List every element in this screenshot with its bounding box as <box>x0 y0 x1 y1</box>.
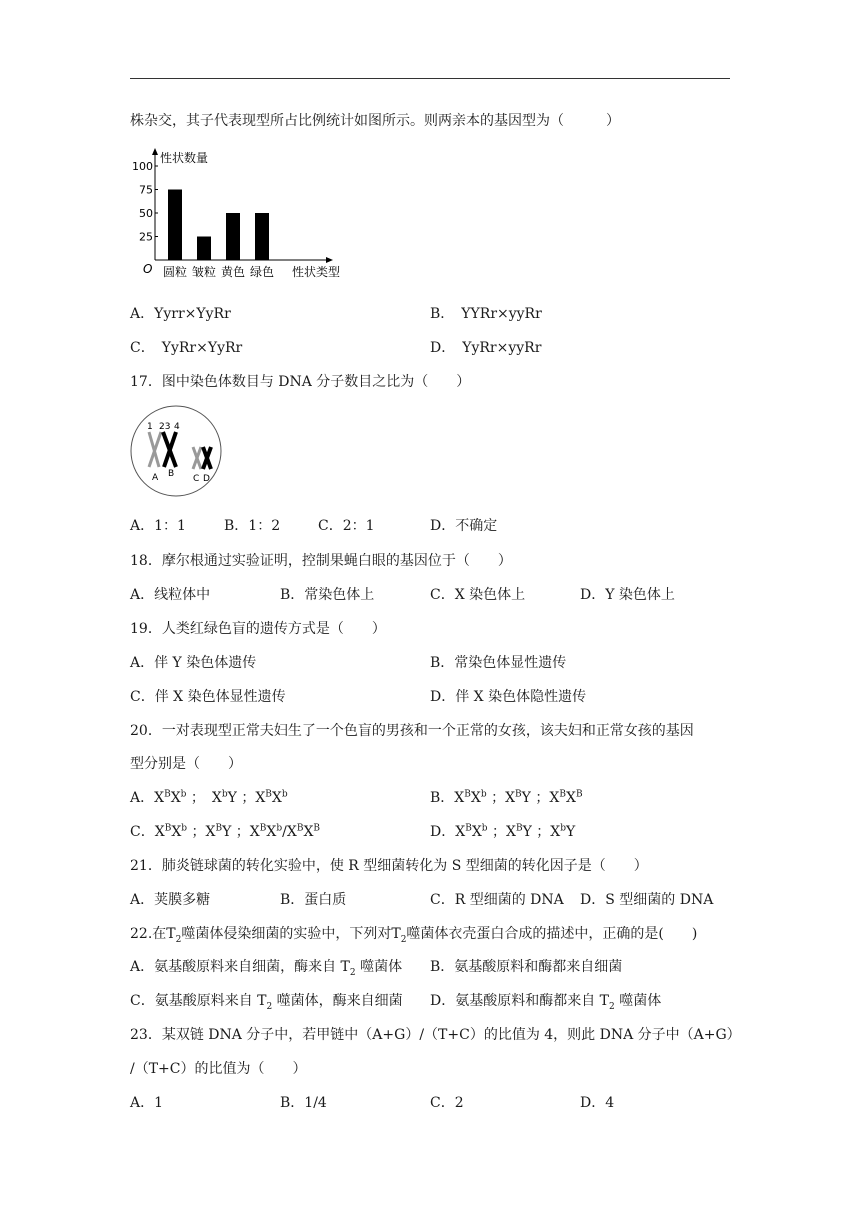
q16-option-a: A．Yyrr×YyRr <box>130 306 231 322</box>
y-tick-label: 75 <box>139 183 153 197</box>
x-tick-label: 黄色 <box>220 265 246 279</box>
q19-stem: 19．人类红绿色盲的遗传方式是（ ） <box>130 621 386 637</box>
q17-option-a: A．1：1 <box>130 518 186 534</box>
chromosome-diagram <box>128 405 228 497</box>
chromosome-a <box>149 432 161 467</box>
q16-stem: 株杂交，其子代表现型所占比例统计如图所示。则两亲本的基因型为（ ） <box>130 113 620 129</box>
y-tick-label: 100 <box>132 160 153 173</box>
q20-option-c: C．$X^BX^b$ ；$X^BY$ ；$X^BX^b/X^BX^B$ <box>130 823 321 840</box>
q17-option-b: B．1：2 <box>224 518 281 534</box>
q19-option-b: B．常染色体显性遗传 <box>430 655 567 671</box>
q19-option-a: A．伴 Y 染色体遗传 <box>130 655 257 671</box>
q22-option-a: A．氨基酸原料来自细菌，酶来自 $T_2$ 噬菌体 <box>130 959 403 978</box>
chromosome-d <box>203 447 211 469</box>
x-axis-label: 性状类型 <box>292 265 341 279</box>
bar-皱粒 <box>197 237 211 261</box>
q20-option-d: D．$X^BX^b$ ；$X^BY$ ；$X^bY$ <box>430 823 576 840</box>
q23-option-b: B．1/4 <box>280 1095 327 1111</box>
q21-option-d: D．S 型细菌的 DNA <box>580 892 714 908</box>
chromatid-label-4: 4 <box>174 422 180 432</box>
q21-option-a: A．荚膜多糖 <box>130 892 211 908</box>
x-tick-label: 圆粒 <box>162 265 188 279</box>
q16-option-b: B． YYRr×yyRr <box>430 306 542 322</box>
q22-option-b: B．氨基酸原料和酶都来自细菌 <box>430 959 623 975</box>
bar-黄色 <box>226 213 240 260</box>
q20-option-b: B．$X^BX^b$ ；$X^BY$ ；$X^BX^B$ <box>430 789 583 806</box>
q23-stem-line1: 23．某双链 DNA 分子中，若甲链中（A+G）/（T+C）的比值为 4，则此 DNA 分子中（A+G） <box>130 1027 741 1043</box>
q21-option-b: B．蛋白质 <box>280 892 347 908</box>
chromosome-label-a: A <box>152 473 159 483</box>
bar-chart <box>125 145 360 285</box>
q17-stem: 17．图中染色体数目与 DNA 分子数目之比为（ ） <box>130 374 471 390</box>
q23-stem-line2: /（T+C）的比值为（ ） <box>130 1061 307 1077</box>
q16-option-d: D． YyRr×yyRr <box>430 340 542 356</box>
chromosome-c <box>193 447 201 469</box>
bar-圆粒 <box>168 190 182 261</box>
q18-option-a: A．线粒体中 <box>130 587 211 603</box>
q20-stem-line2: 型分别是（ ） <box>130 756 242 772</box>
header-rule <box>130 78 730 79</box>
q19-option-d: D．伴 X 染色体隐性遗传 <box>430 689 587 705</box>
bar-绿色 <box>255 213 269 260</box>
q18-option-b: B．常染色体上 <box>280 587 375 603</box>
q21-option-c: C．R 型细菌的 DNA <box>430 892 564 908</box>
y-tick-label: 50 <box>139 207 153 220</box>
q22-stem: 22.在$T_2$噬菌体侵染细菌的实验中，下列对$T_2$噬菌体衣壳蛋白合成的描述中，正确的是( ) <box>130 926 698 945</box>
y-axis-label: 性状数量 <box>160 151 209 165</box>
q16-option-c: C． YyRr×YyRr <box>130 340 243 356</box>
q20-stem-line1: 20．一对表现型正常夫妇生了一个色盲的男孩和一个正常的女孩，该夫妇和正常女孩的基因 <box>130 723 694 739</box>
chromosome-b <box>163 432 176 467</box>
q23-option-d: D．4 <box>580 1095 615 1111</box>
q19-option-c: C．伴 X 染色体显性遗传 <box>130 689 286 705</box>
q21-stem: 21．肺炎链球菌的转化实验中，使 R 型细菌转化为 S 型细菌的转化因子是（ ） <box>130 858 648 874</box>
q20-option-a: A．$X^BX^b$ ； $X^bY$ ；$X^BX^b$ <box>130 789 288 806</box>
chromosome-label-d: D <box>203 474 210 484</box>
q18-option-c: C．X 染色体上 <box>430 587 526 603</box>
chromatid-label-1: 1 <box>147 422 153 432</box>
q22-option-d: D．氨基酸原料和酶都来自 $T_2$ 噬菌体 <box>430 993 662 1012</box>
q23-option-c: C．2 <box>430 1095 464 1111</box>
x-axis-arrow <box>326 257 333 263</box>
q18-stem: 18．摩尔根通过实验证明，控制果蝇白眼的基因位于（ ） <box>130 553 512 569</box>
chromosome-label-c: C <box>193 474 200 484</box>
y-tick-label: 25 <box>139 230 153 244</box>
x-tick-label: 皱粒 <box>191 265 217 279</box>
x-tick-label: 绿色 <box>249 265 275 279</box>
origin-label: O <box>143 262 153 276</box>
q17-option-d: D．不确定 <box>430 518 498 534</box>
chromatid-label-23: 23 <box>159 422 171 432</box>
q17-option-c: C．2：1 <box>318 518 375 534</box>
q22-option-c: C．氨基酸原料来自 $T_2$ 噬菌体，酶来自细菌 <box>130 993 403 1012</box>
y-axis-arrow <box>152 148 158 155</box>
q23-option-a: A．1 <box>130 1095 164 1111</box>
q18-option-d: D．Y 染色体上 <box>580 587 675 603</box>
chromosome-label-b: B <box>168 469 175 479</box>
